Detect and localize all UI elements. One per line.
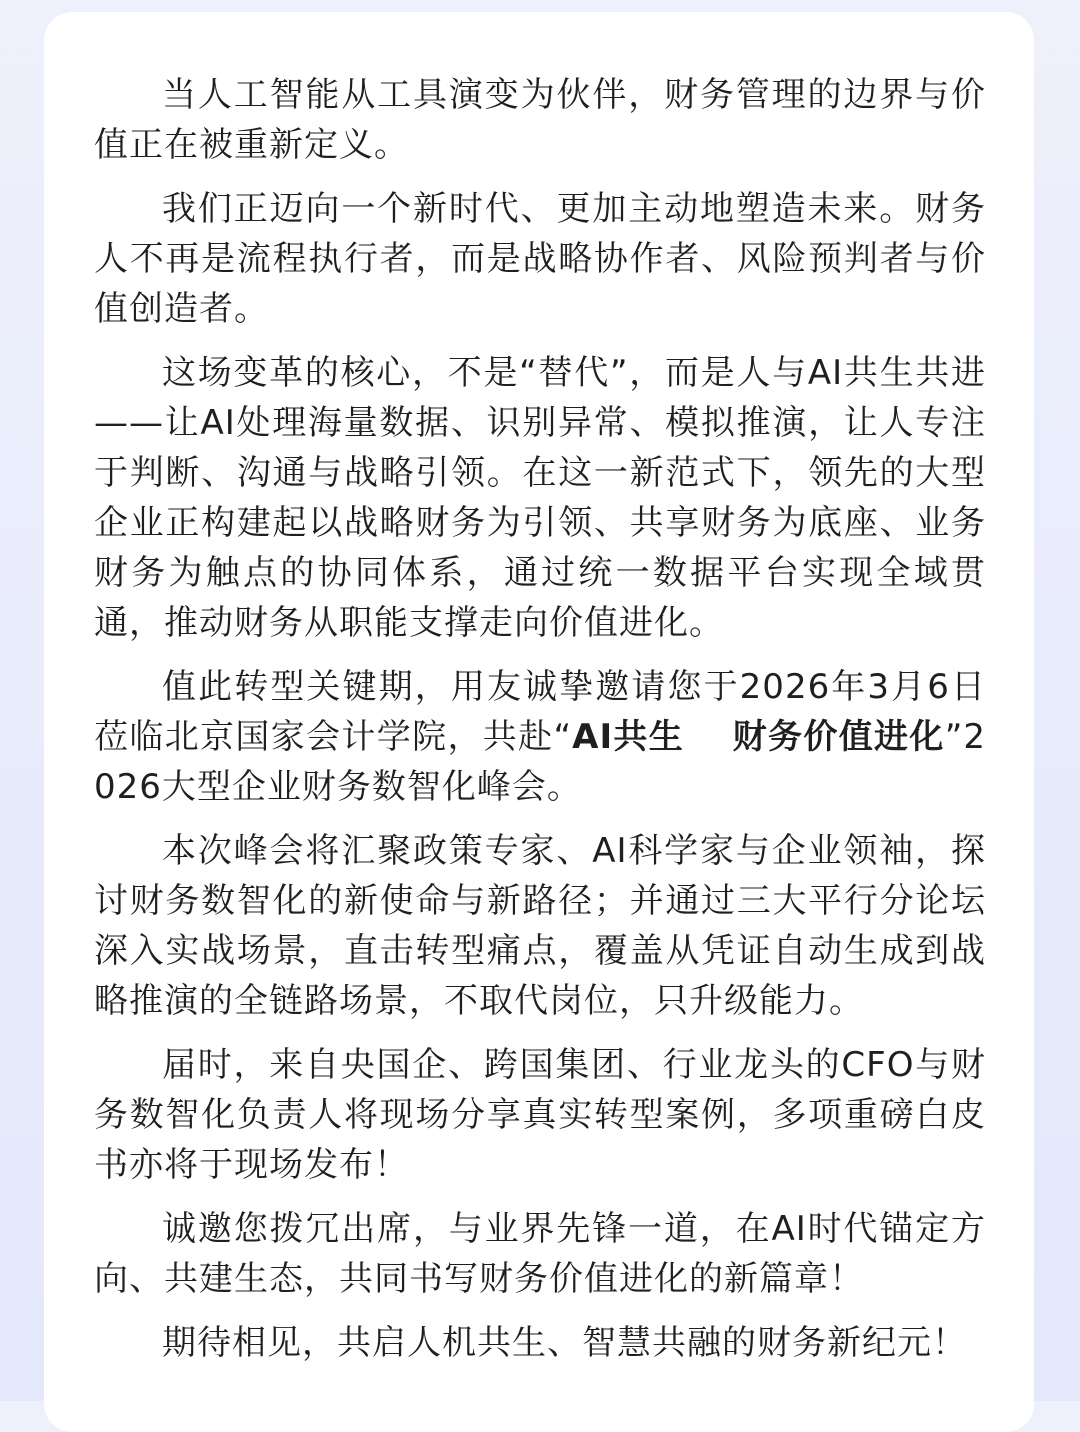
paragraph-4-before: 值此转型关键期，用友诚挚邀请您于2026年3月6日莅临北京国家会计学院，共赴“ (94, 667, 986, 757)
paragraph-7: 诚邀您拨冗出席，与业界先锋一道，在AI时代锚定方向、共建生态，共同书写财务价值进化的新篇章！ (94, 1209, 986, 1299)
paragraph-4 (94, 662, 986, 812)
paragraph-1: 当人工智能从工具演变为伙伴，财务管理的边界与价值正在被重新定义。 (94, 75, 986, 165)
paragraph-3: 这场变革的核心，不是“替代”，而是人与AI共生共进——让AI处理海量数据、识别异常、模拟推演，让人专注于判断、沟通与战略引领。在这一新范式下，领先的大型企业正构建起以战略财务为引领、共享财务为底座、业务财务为触点的协同体系，通过统一数据平台实现全域贯通，推动财务从职能支撑走向价值进化。 (94, 353, 986, 643)
paragraph-6: 届时，来自央国企、跨国集团、行业龙头的CFO与财务数智化负责人将现场分享真实转型案例，多项重磅白皮书亦将于现场发布！ (94, 1045, 986, 1185)
paragraph-2: 我们正迈向一个新时代、更加主动地塑造未来。财务人不再是流程执行者，而是战略协作者、风险预判者与价值创造者。 (94, 189, 986, 329)
paragraph-8: 期待相见，共启人机共生、智慧共融的财务新纪元！ (162, 1323, 967, 1363)
invitation-card (44, 12, 1034, 1432)
summit-theme: AI共生 财务价值进化 (572, 717, 945, 757)
paragraph-5: 本次峰会将汇聚政策专家、AI科学家与企业领袖，探讨财务数智化的新使命与新路径；并通过三大平行分论坛深入实战场景，直击转型痛点，覆盖从凭证自动生成到战略推演的全链路场景，不取代岗位，只升级能力。 (94, 831, 986, 1021)
paragraph-4-after: ”2026大型企业财务数智化峰会。 (94, 717, 986, 807)
